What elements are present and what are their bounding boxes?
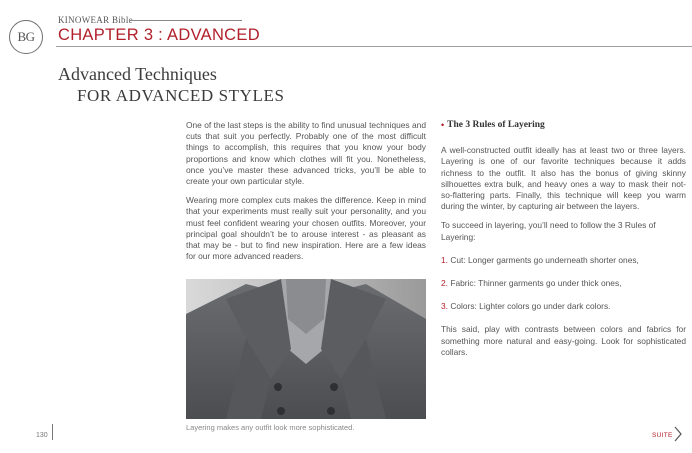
chapter-divider: [56, 46, 692, 47]
chapter-title: CHAPTER 3 : ADVANCED: [58, 26, 260, 44]
brand-divider: [129, 20, 242, 21]
rule-text: Cut: Longer garments go underneath shorter ones,: [448, 254, 639, 265]
layered-coat-photo: [186, 279, 426, 419]
brand-logo: [9, 20, 43, 54]
paragraph: One of the last steps is the ability to find unusual techniques and cuts that suit you perfectly. Probably one of the most difficult things to accomplish, this requires that you know your body proportions and know which clothes will fit you. Nonetheless, once you’ve master these advanced tricks, you’ll be able to create your own particular style.: [186, 120, 426, 187]
left-column: [186, 120, 426, 270]
chevron-right-icon[interactable]: [673, 426, 683, 442]
rule-number: 3.: [441, 301, 448, 312]
page-title: Advanced Techniques: [58, 64, 217, 84]
brand-name: KINOWEAR Bible: [58, 15, 133, 25]
section-heading-text: The 3 Rules of Layering: [447, 120, 545, 130]
rule-item: [441, 301, 686, 312]
page-number-divider: [52, 424, 53, 440]
rule-item: [441, 278, 686, 289]
paragraph: To succeed in layering, you’ll need to follow the 3 Rules of Layering:: [441, 220, 656, 242]
section-heading: [441, 120, 686, 131]
rule-text: Colors: Lighter colors go under dark colors.: [448, 301, 611, 312]
page-subtitle: FOR ADVANCED STYLES: [77, 86, 285, 105]
paragraph: A well-constructed outfit ideally has at least two or three layers. Layering is one of our favorite techniques because it adds richness to the outfit. It also has the bonus of giving skinny silhouettes extra bulk, and heavy ones a way to mask their not-so-flattering parts. Finally, this technique will keep you warm during the winter, by capturing air between the layers.: [441, 145, 686, 212]
page-number: 130: [36, 432, 48, 439]
photo-illustration: [186, 279, 426, 419]
photo-caption: Layering makes any outfit look more sophisticated.: [186, 423, 355, 432]
right-column: [441, 120, 686, 366]
rule-number: 1.: [441, 254, 448, 265]
rule-text: Fabric: Thinner garments go under thick ones,: [448, 278, 622, 289]
rule-number: 2.: [441, 278, 448, 289]
bullet-icon: •: [441, 120, 445, 130]
next-page-link[interactable]: SUITE: [652, 432, 673, 439]
paragraph: Wearing more complex cuts makes the difference. Keep in mind that your experiments must really suit your personality, and you must feel confident wearing your chosen outfits. Moreover, your principal goal shouldn’t be to arouse interest - as pleasant as that may be - but to find new inspiration. Here are a few ideas for our more advanced readers.: [186, 195, 426, 262]
paragraph: This said, play with contrasts between colors and fabrics for something more natural and easy-going. Look for sophisticated collars.: [441, 324, 686, 357]
rule-item: [441, 255, 686, 266]
logo-text: BG: [17, 29, 35, 44]
